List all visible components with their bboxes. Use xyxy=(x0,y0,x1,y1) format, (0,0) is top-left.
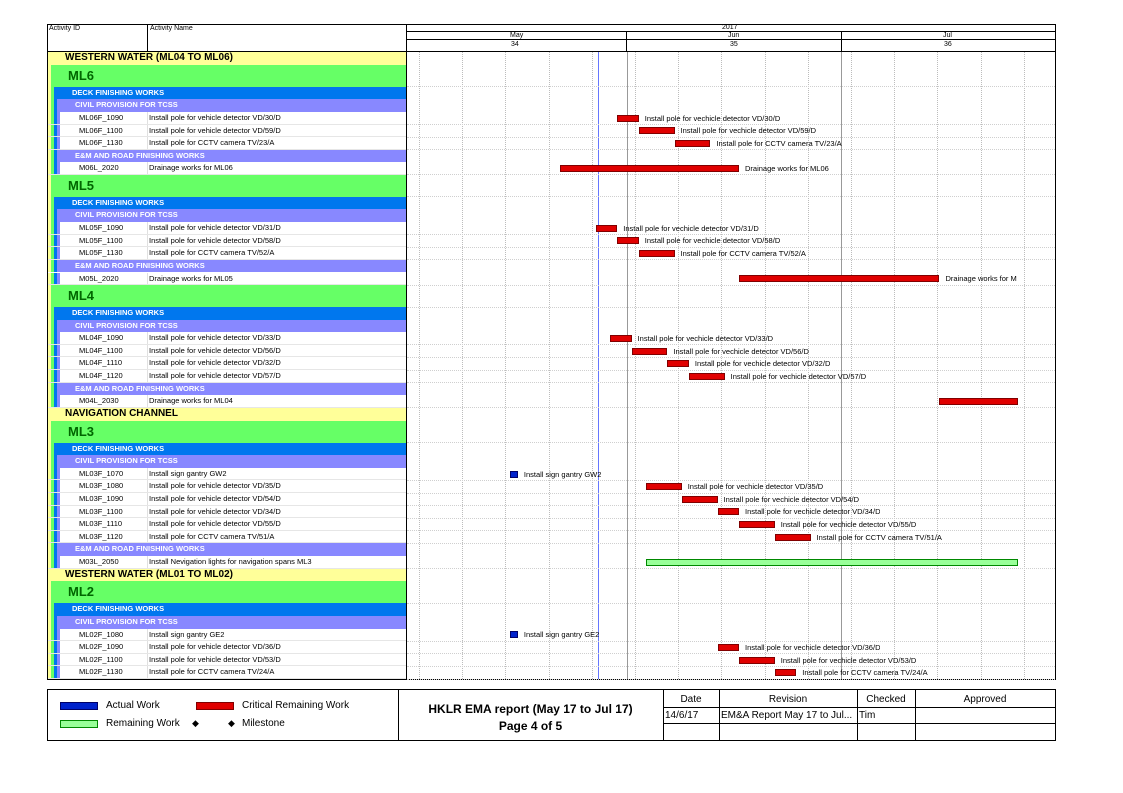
remaining-work-bar[interactable] xyxy=(646,559,1018,566)
activity-row[interactable] xyxy=(48,556,406,569)
activity-row[interactable] xyxy=(48,137,406,150)
bar-label: Install pole for vechicle detector VD/32/D xyxy=(694,359,831,369)
bar-label: Install pole for vechicle detector VD/31/D xyxy=(623,223,759,233)
activity-row[interactable] xyxy=(48,395,406,408)
legend-critical-label: Critical Remaining Work xyxy=(242,700,350,711)
activity-name: Drainage works for ML06 xyxy=(149,163,233,173)
activity-row[interactable] xyxy=(48,247,406,260)
timescale-week-35: 35 xyxy=(730,41,738,48)
report-title: HKLR EMA report (May 17 to Jul 17) xyxy=(428,702,633,716)
bar-label: Install pole for vechicle detector VD/54/D xyxy=(723,494,859,504)
wbs-title: CIVIL PROVISION FOR TCSS xyxy=(75,320,178,330)
activity-id: ML04F_1100 xyxy=(79,345,123,355)
gantt-hgrid-line xyxy=(407,518,1055,519)
gantt-hgrid-line xyxy=(407,666,1055,667)
revision-date: 14/6/17 xyxy=(665,710,699,721)
gantt-hgrid-line xyxy=(407,493,1055,494)
activity-id: ML06F_1100 xyxy=(79,125,123,135)
gantt-vgrid-line xyxy=(1024,52,1025,679)
bar-label: Install pole for vechicle detector VD/53/D xyxy=(780,655,917,665)
bar-label: Install sign gantry GW2 xyxy=(523,469,602,479)
wbs-level4-row[interactable] xyxy=(48,209,406,222)
critical-work-bar[interactable] xyxy=(675,140,711,147)
bar-label: Install pole for CCTV camera TV/24/A xyxy=(802,668,928,678)
bar-label: Install pole for vechicle detector VD/56/D xyxy=(673,346,809,356)
wbs-title: DECK FINISHING WORKS xyxy=(72,87,165,97)
activity-id: ML03F_1110 xyxy=(79,519,123,529)
activity-id: ML03F_1080 xyxy=(79,481,124,491)
activity-id: ML04F_1090 xyxy=(79,333,124,343)
wbs-level1-row[interactable] xyxy=(48,52,406,65)
col-header-activity-id[interactable]: Activity ID xyxy=(49,25,81,32)
critical-work-bar[interactable] xyxy=(718,508,739,515)
wbs-level1-row[interactable] xyxy=(48,408,406,421)
timescale-year: 2017 xyxy=(722,24,738,31)
gantt-vgrid-line xyxy=(981,52,982,679)
activity-name: Install pole for vehicle detector VD/58/D xyxy=(149,235,281,245)
legend-actual-label: Actual Work xyxy=(106,700,160,711)
col-checked-header: Checked xyxy=(866,694,906,705)
gantt-hgrid-line xyxy=(407,137,1055,138)
legend-milestone-icon: ◆ xyxy=(228,718,235,728)
activity-id: ML06F_1090 xyxy=(79,112,124,122)
activity-id: ML03F_1090 xyxy=(79,494,124,503)
gantt-hgrid-line xyxy=(407,568,1055,569)
revision-description: EM&A Report May 17 to Jul... xyxy=(721,710,853,721)
bar-label: Drainage works for M xyxy=(945,274,1017,284)
activity-name: Install sign gantry GW2 xyxy=(149,468,227,478)
col-date-header: Date xyxy=(680,694,702,705)
gantt-vgrid-line xyxy=(419,52,420,679)
page-number: Page 4 of 5 xyxy=(498,719,563,733)
wbs-level4-row[interactable] xyxy=(48,150,406,163)
wbs-title: DECK FINISHING WORKS xyxy=(72,308,165,318)
activity-id: M05L_2020 xyxy=(79,273,119,283)
bar-label: Install pole for vechicle detector VD/35/D xyxy=(687,482,824,492)
activity-id: M04L_2030 xyxy=(79,396,119,406)
timescale-month-may: May xyxy=(510,32,524,39)
critical-work-bar[interactable] xyxy=(639,250,675,257)
bar-label: Install sign gantry GE2 xyxy=(523,630,600,640)
activity-row[interactable] xyxy=(48,273,406,286)
wbs-title: DECK FINISHING WORKS xyxy=(72,604,165,614)
legend-diamond-icon: ◆ xyxy=(192,718,199,728)
timescale-month-jul: Jul xyxy=(943,32,952,39)
bar-label: Install pole for vechicle detector VD/58/D xyxy=(644,236,781,246)
wbs-level4-row[interactable] xyxy=(48,616,406,629)
activity-name: Install pole for CCTV camera TV/51/A xyxy=(149,531,275,541)
activity-name: Install pole for vehicle detector VD/31/D xyxy=(149,223,281,233)
activity-name: Install pole for vehicle detector VD/32/D xyxy=(149,358,281,368)
gantt-hgrid-line xyxy=(407,530,1055,531)
activity-id: M06L_2020 xyxy=(79,163,119,173)
bar-label: Install pole for vechicle detector VD/36/D xyxy=(745,642,881,652)
critical-work-bar[interactable] xyxy=(646,483,682,490)
critical-work-bar[interactable] xyxy=(739,521,775,528)
wbs-title: ML2 xyxy=(68,584,94,600)
gantt-hgrid-line xyxy=(407,603,1055,604)
activity-row[interactable] xyxy=(48,125,406,138)
critical-work-bar[interactable] xyxy=(560,165,739,172)
activity-row[interactable] xyxy=(48,666,406,679)
legend-remaining-label: Remaining Work xyxy=(106,718,180,729)
gantt-hgrid-line xyxy=(407,505,1055,506)
gantt-vgrid-line xyxy=(635,52,636,679)
gantt-hgrid-line xyxy=(407,480,1055,481)
wbs-title: ML5 xyxy=(68,177,94,193)
wbs-level3-row[interactable] xyxy=(48,443,406,456)
wbs-title: DECK FINISHING WORKS xyxy=(72,443,165,453)
critical-work-bar[interactable] xyxy=(775,534,811,541)
wbs-level2-row[interactable] xyxy=(48,581,406,603)
activity-name: Install Nevigation lights for navigation spans ML3 xyxy=(149,557,312,567)
wbs-level4-row[interactable] xyxy=(48,543,406,556)
gantt-hgrid-line xyxy=(407,382,1055,383)
activity-name: Install pole for vehicle detector VD/59/D xyxy=(149,125,281,135)
wbs-title: ML6 xyxy=(68,67,94,83)
wbs-level3-row[interactable] xyxy=(48,603,406,616)
wbs-level2-row[interactable] xyxy=(48,175,406,197)
critical-work-bar[interactable] xyxy=(596,225,617,232)
bar-label: Install pole for vechicle detector VD/59/D xyxy=(680,126,817,136)
activity-id: ML05F_1100 xyxy=(79,235,123,245)
wbs-title: WESTERN WATER (ML04 TO ML06) xyxy=(65,52,233,63)
bar-label: Install pole for vechicle detector VD/57/D xyxy=(730,371,867,381)
wbs-title: CIVIL PROVISION FOR TCSS xyxy=(75,210,178,220)
activity-row[interactable] xyxy=(48,480,406,493)
activity-name: Install pole for CCTV camera TV/24/A xyxy=(149,667,275,677)
critical-work-bar[interactable] xyxy=(689,373,725,380)
gantt-hgrid-line xyxy=(407,174,1055,175)
critical-work-bar[interactable] xyxy=(739,275,939,282)
activity-id: ML03F_1100 xyxy=(79,506,123,516)
critical-work-bar[interactable] xyxy=(617,115,638,122)
activity-id: ML03F_1120 xyxy=(79,531,123,541)
activity-id: ML06F_1130 xyxy=(79,138,123,148)
wbs-title: E&M AND ROAD FINISHING WORKS xyxy=(75,150,205,160)
activity-name: Drainage works for ML05 xyxy=(149,273,233,283)
activity-name: Install pole for vehicle detector VD/57/D xyxy=(149,371,281,381)
gantt-vgrid-line xyxy=(937,52,938,679)
activity-row[interactable] xyxy=(48,493,406,506)
critical-work-bar[interactable] xyxy=(939,398,1018,405)
wbs-level1-row[interactable] xyxy=(48,569,406,582)
activity-name: Install pole for vehicle detector VD/35/D xyxy=(149,481,281,491)
wbs-title: CIVIL PROVISION FOR TCSS xyxy=(75,616,178,626)
col-header-activity-name[interactable]: Activity Name xyxy=(150,25,193,32)
gantt-hgrid-line xyxy=(407,641,1055,642)
actual-work-bar[interactable] xyxy=(510,471,518,478)
activity-id: ML02F_1100 xyxy=(79,654,123,664)
month-boundary-line xyxy=(627,52,628,679)
gantt-hgrid-line xyxy=(407,442,1055,443)
gantt-hgrid-line xyxy=(407,86,1055,87)
activity-name: Drainage works for ML04 xyxy=(149,396,233,406)
activity-id: ML02F_1090 xyxy=(79,642,124,652)
gantt-hgrid-line xyxy=(407,344,1055,345)
activity-name: Install pole for vehicle detector VD/54/D xyxy=(149,494,281,503)
gantt-hgrid-line xyxy=(407,543,1055,544)
wbs-title: ML3 xyxy=(68,423,94,439)
bar-label: Install pole for vechicle detector VD/34/D xyxy=(745,507,881,517)
activity-name: Install pole for vehicle detector VD/55/D xyxy=(149,519,281,529)
revision-checked-by: Tim xyxy=(859,710,876,721)
legend-actual-swatch xyxy=(60,702,98,710)
data-date-line xyxy=(598,52,599,679)
actual-work-bar[interactable] xyxy=(510,631,518,638)
gantt-hgrid-line xyxy=(407,407,1055,408)
gantt-vgrid-line xyxy=(505,52,506,679)
wbs-title: CIVIL PROVISION FOR TCSS xyxy=(75,456,178,466)
wbs-level3-row[interactable] xyxy=(48,307,406,320)
col-approved-header: Approved xyxy=(963,694,1007,705)
timescale-month-jun: Jun xyxy=(728,32,740,39)
bar-label: Install pole for vechicle detector VD/55/D xyxy=(780,520,917,530)
table-gantt-divider xyxy=(406,52,407,680)
activity-row[interactable] xyxy=(48,506,406,519)
gantt-vgrid-line xyxy=(549,52,550,679)
wbs-level4-row[interactable] xyxy=(48,383,406,396)
critical-work-bar[interactable] xyxy=(617,237,638,244)
activity-row[interactable] xyxy=(48,357,406,370)
activity-row[interactable] xyxy=(48,518,406,531)
timescale-week-34: 34 xyxy=(511,41,519,48)
activity-row[interactable] xyxy=(48,370,406,383)
timescale-week-36: 36 xyxy=(944,41,952,48)
wbs-level2-row[interactable] xyxy=(48,285,406,307)
col-revision-header: Revision xyxy=(768,694,808,705)
gantt-hgrid-line xyxy=(407,679,1055,680)
gantt-hgrid-line xyxy=(407,124,1055,125)
bar-label: Install pole for CCTV camera TV/51/A xyxy=(816,532,942,542)
wbs-title: ML4 xyxy=(68,288,94,304)
wbs-title: E&M AND ROAD FINISHING WORKS xyxy=(75,383,205,393)
activity-row[interactable] xyxy=(48,468,406,481)
activity-row[interactable] xyxy=(48,162,406,175)
wbs-level4-row[interactable] xyxy=(48,260,406,273)
activity-name: Install pole for vehicle detector VD/33/D xyxy=(149,333,281,343)
activity-name: Install pole for vehicle detector VD/56/D xyxy=(149,345,281,355)
activity-row[interactable] xyxy=(48,332,406,345)
gantt-hgrid-line xyxy=(407,196,1055,197)
activity-row[interactable] xyxy=(48,641,406,654)
activity-id: ML03F_1070 xyxy=(79,468,124,478)
bar-label: Install pole for vechicle detector VD/30/D xyxy=(644,113,781,123)
activity-id: ML04F_1120 xyxy=(79,371,123,381)
critical-work-bar[interactable] xyxy=(682,496,718,503)
wbs-title: CIVIL PROVISION FOR TCSS xyxy=(75,100,178,110)
wbs-level4-row[interactable] xyxy=(48,320,406,333)
activity-name: Install pole for CCTV camera TV/23/A xyxy=(149,138,275,148)
critical-work-bar[interactable] xyxy=(610,335,631,342)
activity-name: Install pole for vehicle detector VD/53/D xyxy=(149,654,281,664)
wbs-level4-row[interactable] xyxy=(48,99,406,112)
activity-name: Install pole for vehicle detector VD/30/D xyxy=(149,112,281,122)
legend-remaining-swatch xyxy=(60,720,98,728)
wbs-title: NAVIGATION CHANNEL xyxy=(65,407,178,419)
gantt-hgrid-line xyxy=(407,234,1055,235)
activity-id: ML05F_1130 xyxy=(79,248,123,258)
gantt-hgrid-line xyxy=(407,653,1055,654)
gantt-hgrid-line xyxy=(407,285,1055,286)
activity-name: Install sign gantry GE2 xyxy=(149,629,225,639)
wbs-title: E&M AND ROAD FINISHING WORKS xyxy=(75,260,205,270)
bar-label: Install pole for vechicle detector VD/33/D xyxy=(637,334,774,344)
activity-id: ML04F_1110 xyxy=(79,358,123,368)
legend-title-block xyxy=(47,689,1056,741)
critical-work-bar[interactable] xyxy=(739,657,775,664)
bar-label: Drainage works for ML06 xyxy=(745,164,829,174)
gantt-hgrid-line xyxy=(407,149,1055,150)
activity-row[interactable] xyxy=(48,629,406,642)
critical-work-bar[interactable] xyxy=(718,644,739,651)
activity-id: ML02F_1130 xyxy=(79,667,123,677)
wbs-level2-row[interactable] xyxy=(48,65,406,87)
activity-id: ML05F_1090 xyxy=(79,223,124,233)
activity-id: M03L_2050 xyxy=(79,557,119,567)
activity-id: ML02F_1080 xyxy=(79,629,124,639)
gantt-vgrid-line xyxy=(894,52,895,679)
critical-work-bar[interactable] xyxy=(667,360,688,367)
critical-work-bar[interactable] xyxy=(775,669,796,676)
critical-work-bar[interactable] xyxy=(639,127,675,134)
activity-row[interactable] xyxy=(48,654,406,667)
gantt-hgrid-line xyxy=(407,259,1055,260)
gantt-hgrid-line xyxy=(407,357,1055,358)
header-area xyxy=(47,24,1056,52)
activity-row[interactable] xyxy=(48,222,406,235)
legend-milestone-label: Milestone xyxy=(242,718,285,729)
wbs-level3-row[interactable] xyxy=(48,197,406,210)
activity-name: Install pole for CCTV camera TV/52/A xyxy=(149,248,275,258)
gantt-hgrid-line xyxy=(407,247,1055,248)
gantt-hgrid-line xyxy=(407,370,1055,371)
activity-name: Install pole for vehicle detector VD/36/D xyxy=(149,642,281,652)
wbs-title: WESTERN WATER (ML01 TO ML02) xyxy=(65,568,233,580)
gantt-hgrid-line xyxy=(407,307,1055,308)
gantt-vgrid-line xyxy=(462,52,463,679)
activity-row[interactable] xyxy=(48,235,406,248)
bar-label: Install pole for CCTV camera TV/52/A xyxy=(680,249,806,259)
activity-row[interactable] xyxy=(48,345,406,358)
wbs-title: DECK FINISHING WORKS xyxy=(72,197,165,207)
wbs-title: E&M AND ROAD FINISHING WORKS xyxy=(75,544,205,554)
activity-row[interactable] xyxy=(48,531,406,544)
wbs-level3-row[interactable] xyxy=(48,87,406,100)
critical-work-bar[interactable] xyxy=(632,348,668,355)
gantt-vgrid-line xyxy=(851,52,852,679)
bar-label: Install pole for CCTV camera TV/23/A xyxy=(716,138,842,148)
wbs-level4-row[interactable] xyxy=(48,455,406,468)
wbs-level2-row[interactable] xyxy=(48,421,406,443)
legend-critical-swatch xyxy=(196,702,234,710)
activity-row[interactable] xyxy=(48,112,406,125)
activity-name: Install pole for vehicle detector VD/34/D xyxy=(149,506,281,516)
gantt-vgrid-line xyxy=(592,52,593,679)
